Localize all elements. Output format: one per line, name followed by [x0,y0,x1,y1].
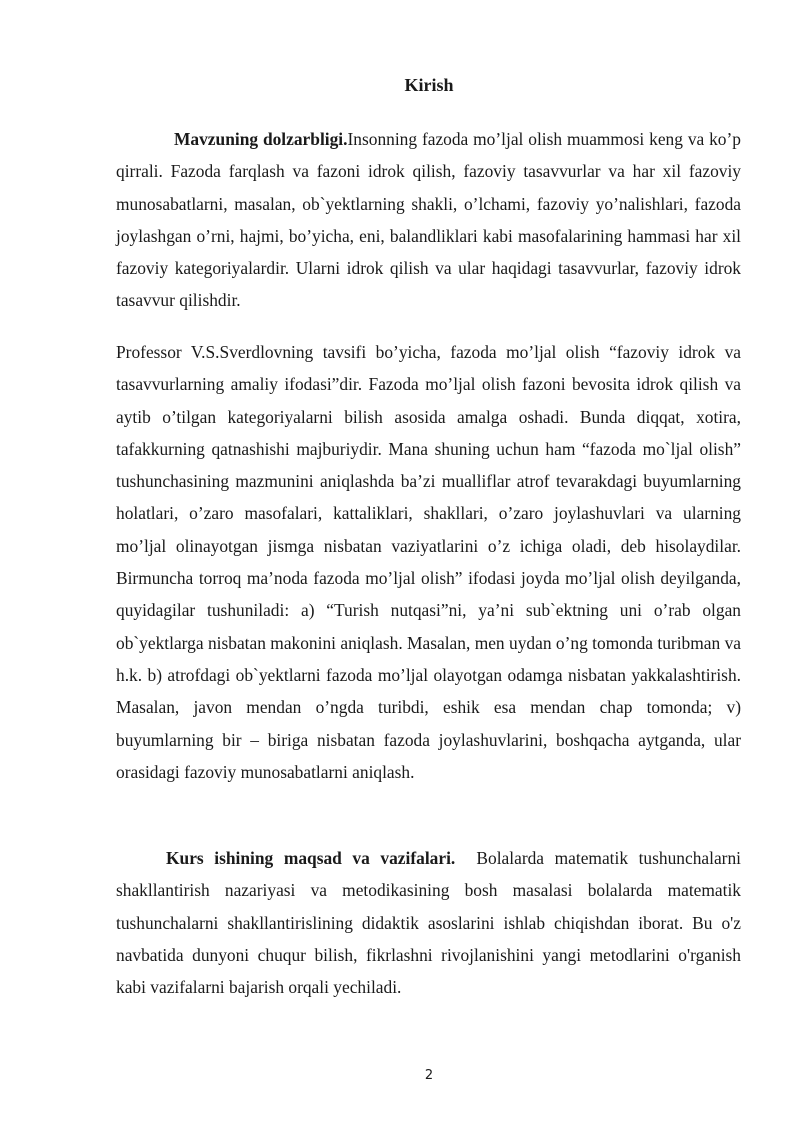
paragraph-text: Professor V.S.Sverdlovning tavsifi bo’yicha, fazoda mo’ljal olish “fazoviy idrok va tasavvurlarning amaliy ifodasi”dir. Fazoda mo’ljal olish fazoni bevosita idrok qilish va aytib o’tilgan kategoriyalarni bilish asosida amalga oshadi. Bunda diqqat, xotira, tafakkurning qatnashishi majburiydir. Mana shuning uchun ham “fazoda mo`ljal olish” tushunchasining mazmunini aniqlashda ba’zi mualliflar atrof tevarakdagi buyumlarning holatlari, o’zaro masofalari, kattaliklari, shakllari, o’zaro joylashuvlari va ularning mo’ljal olinayotgan jismga nisbatan vaziyatlarini o’z ichiga oladi, deb hisolaydilar. Birmuncha torroq ma’noda fazoda mo’ljal olish” ifodasi joyda mo’ljal olish deyilganda, quyidagilar tushuniladi: a) “Turish nutqasi”ni, ya’ni sub`ektning uni o’rab olgan ob`yektlarga nisbatan makonini aniqlash. Masalan, men uydan o’ng tomonda turibman va h.k. b) atrofdagi ob`yektlarni fazoda mo’ljal olayotgan odamga nisbatan yakkalashtirish. Masalan, javon mendan o’ngda turibdi, eshik esa mendan chap tomonda; v) buyumlarning bir – biriga nisbatan fazoda joylashuvlarini, boshqacha aytganda, ular orasidagi fazoviy munosabatlarni aniqlash. [116,342,741,782]
paragraph-goals [116,842,746,1003]
section-heading-goals: Kurs ishining maqsad va vazifalari. [166,848,456,868]
paragraph-text: Insonning fazoda mo’ljal olish muammosi keng va ko’p qirrali. Fazoda farqlash va fazoni idrok qilish, fazoviy tasavvurlar va har xil fazoviy munosabatlarni, masalan, ob`yektlarning shakli, o’lchami, fazoviy yo’nalishlari, fazoda joylashgan o’rni, hajmi, bo’yicha, eni, balandliklari kabi masofalarining hammasi har xil fazoviy kategoriyalardir. Ularni idrok qilish va ular haqidagi tasavvurlar, fazoviy idrok tasavvur qilishdir. [116,129,741,311]
page-title: Kirish [404,75,454,95]
page-number: 2 [424,1068,434,1083]
paragraph-text: Bolalarda matematik tushunchalarni shakllantirish nazariyasi va metodikasining bosh masalasi bolalarda matematik tushunchalarni shakllantirislining didaktik asoslarini ishlab chiqishdan iborat. Bu o'z navbatida dunyoni chuqur bilish, fikrlashni rivojlanishini yangi metodlarini o'rganish kabi vazifalarni bajarish orqali yechiladi. [116,848,746,998]
paragraph-sverdlov [116,336,741,788]
section-heading-relevance: Mavzuning dolzarbligi. [174,129,348,149]
paragraph-relevance [116,123,741,317]
